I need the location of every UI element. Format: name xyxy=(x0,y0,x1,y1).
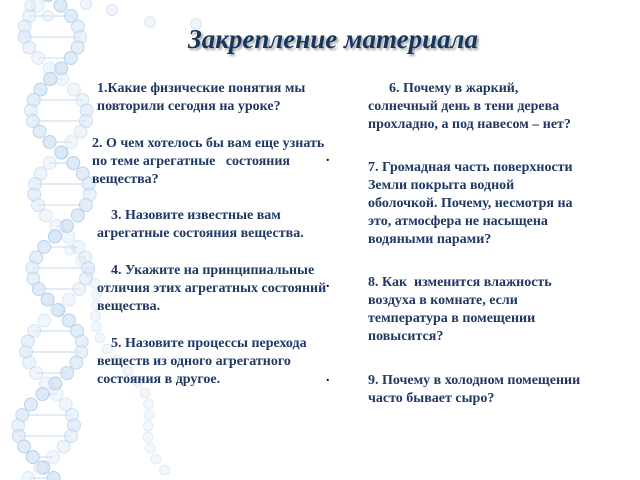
decorative-dot: . xyxy=(326,370,330,385)
question-5: 5. Назовите процессы перехода веществ из одного агрегатного состояния в другое. xyxy=(97,336,307,387)
dna-bead xyxy=(143,421,153,431)
dna-bead xyxy=(43,157,56,170)
dna-bead xyxy=(62,293,75,306)
dna-bead xyxy=(160,465,170,475)
dna-bead xyxy=(42,0,55,2)
slide-title: Закрепление материала xyxy=(188,24,478,54)
dna-bead xyxy=(70,356,83,369)
dna-bead xyxy=(144,410,154,420)
dna-bead xyxy=(41,293,54,306)
dna-bead xyxy=(32,283,45,296)
dna-bead xyxy=(57,440,70,453)
dna-bead xyxy=(151,454,161,464)
dna-bead xyxy=(67,157,80,170)
dna-bead xyxy=(107,5,118,16)
question-3: 3. Назовите известные вам агрегатные состояния вещества. xyxy=(97,208,304,241)
dna-bead xyxy=(144,399,154,409)
dna-bead xyxy=(18,440,31,453)
question-6: 6. Почему в жаркий, солнечный день в тени дерева прохладно, а под навесом – нет? xyxy=(368,81,571,132)
question-1: 1.Какие физические понятия мы повторили сегодня на уроке? xyxy=(97,81,306,114)
dna-bead xyxy=(145,443,155,453)
dna-bead xyxy=(39,209,52,222)
dna-bead xyxy=(84,267,94,277)
dna-bead xyxy=(24,398,37,411)
dna-bead xyxy=(54,146,67,159)
dna-bead xyxy=(46,451,59,464)
dna-bead xyxy=(64,52,77,65)
dna-bead xyxy=(67,83,80,96)
dna-bead xyxy=(71,209,84,222)
question-4: 4. Укажите на принципиальные отличия этих агрегатных состояний вещества. xyxy=(97,263,327,314)
dna-bead xyxy=(91,322,101,332)
decorative-dot: . xyxy=(326,150,330,165)
dna-bead xyxy=(38,314,51,327)
dna-bead xyxy=(48,230,61,243)
dna-bead xyxy=(50,304,63,317)
dna-bead xyxy=(25,1,36,12)
dna-bead xyxy=(140,388,150,398)
dna-bead xyxy=(81,0,92,10)
question-8: 8. Как изменится влажность воздуха в комнате, если температура в помещении повысится? xyxy=(368,275,552,344)
dna-bead xyxy=(74,125,87,138)
question-2: 2. О чем хотелось бы вам еще узнать по теме агрегатные состояния вещества? xyxy=(92,136,325,187)
dna-bead xyxy=(61,367,74,380)
dna-bead xyxy=(36,388,49,401)
dna-bead xyxy=(54,0,67,12)
decorative-dot: . xyxy=(326,276,330,291)
dna-bead xyxy=(143,432,153,442)
dna-bead xyxy=(30,367,43,380)
dna-bead xyxy=(145,17,156,28)
dna-bead xyxy=(33,125,46,138)
dna-bead xyxy=(34,461,47,474)
dna-bead xyxy=(56,73,69,86)
dna-bead xyxy=(22,472,35,480)
dna-bead xyxy=(62,230,75,243)
dna-bead xyxy=(76,256,86,266)
dna-bead xyxy=(62,314,75,327)
dna-bead xyxy=(43,11,54,22)
dna-bead xyxy=(50,388,63,401)
dna-bead xyxy=(43,136,56,149)
question-7: 7. Громадная часть поверхности Земли покрыта водной оболочкой. Почему, несмотря на это, атмосфера не насыщена водяными парами? xyxy=(368,160,573,247)
dna-bead xyxy=(32,52,45,65)
dna-bead xyxy=(23,41,36,54)
dna-bead xyxy=(65,245,75,255)
dna-bead xyxy=(47,472,60,480)
dna-bead xyxy=(73,283,86,296)
question-9: 9. Почему в холодном помещении часто бывает сыро? xyxy=(368,373,581,406)
dna-bead xyxy=(44,73,57,86)
dna-bead xyxy=(65,136,78,149)
